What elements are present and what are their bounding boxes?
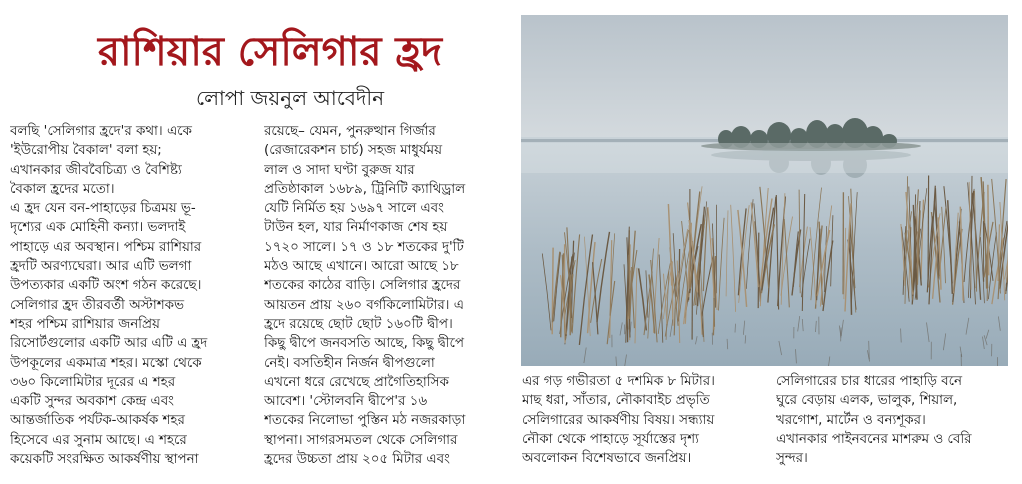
article-text-line: ৩৬০ কিলোমিটার দূরের এ শহর <box>10 374 176 390</box>
article-column-4 <box>776 372 1016 468</box>
article-text-line: সেলিগারের আকর্ষণীয় বিষয়। সন্ধ্যায় <box>522 412 715 428</box>
article-text-line: একটি সুন্দর অবকাশ কেন্দ্র এবং <box>10 394 174 410</box>
article-text-line: হ্রদটি অরণ্যঘেরা। আর এটি ভলগা <box>10 259 192 275</box>
article-text-line: কিছু দ্বীপে জনবসতি আছে, কিছু দ্বীপে <box>264 336 464 352</box>
lake-photo-illustration <box>521 15 1008 366</box>
article-text-line: (রেজারেকশন চার্চ) সহজ মাধুর্যময় <box>264 143 442 159</box>
article-text-line: যেটি নির্মিত হয় ১৬৯৭ সালে এবং <box>264 201 444 217</box>
article-text-line: নৌকা থেকে পাহাড়ে সূর্যাস্তের দৃশ্য <box>522 431 699 447</box>
article-text-line: এখনো ধরে রেখেছে প্রাগৈতিহাসিক <box>264 374 449 390</box>
article-text-line: প্রতিষ্ঠাকাল ১৬৮৯, ট্রিনিটি ক্যাথিড্রাল <box>264 181 466 197</box>
article-text-line: বৈকাল হ্রদের মতো। <box>10 181 115 197</box>
lake-landscape-photo <box>521 15 1008 366</box>
reed-stem <box>758 233 759 309</box>
article-text-line: আন্তর্জাতিক পর্যটক-আকর্ষক শহর <box>10 413 185 429</box>
article-text-line: স্থাপনা। সাগরসমতল থেকে সেলিগার <box>264 432 458 448</box>
article-text-line: এর গড় গভীরতা ৫ দশমিক ৮ মিটার। <box>522 374 715 389</box>
article-column-2 <box>264 122 514 469</box>
mist-layer <box>521 143 1008 173</box>
article-text-line: উপত্যকার একটি অংশ গঠন করেছে। <box>10 278 202 294</box>
article-text-line: লাল ও সাদা ঘণ্টা বুরুজ যার <box>264 162 415 178</box>
article-text-line: রয়েছে– যেমন, পুনরুত্থান গির্জার <box>264 124 436 139</box>
article-text-line: নেই। বসতিহীন নির্জন দ্বীপগুলো <box>264 355 435 371</box>
reed-stem <box>988 185 989 276</box>
article-text-line: এখানকার পাইনবনের মাশরুম ও বেরি <box>776 431 972 447</box>
article-text-line: আবেশ। 'স্টোলবনি দ্বীপে'র ১৬ <box>264 394 428 410</box>
article-text-line: রিসোর্টগুলোর একটি আর এটি এ হ্রদ <box>10 336 208 352</box>
article-text-line: শতকের কাঠের বাড়ি। সেলিগার হ্রদের <box>264 278 461 294</box>
article-text-line: এ হ্রদ যেন বন-পাহাড়ের চিত্রময় ভূ- <box>10 201 196 217</box>
article-column-1 <box>10 122 258 469</box>
article-text-line: শতকের নিলোভা পুস্তিন মঠ নজরকাড়া <box>264 413 466 429</box>
article-text-line: সেলিগার হ্রদ তীরবর্তী অস্টাশকভ <box>10 297 184 313</box>
article-text-line: 'ইউরোপীয় বৈকাল' বলা হয়; <box>10 143 162 159</box>
article-byline: লোপা জয়নুল আবেদীন <box>195 86 385 110</box>
article-text-line: বলছি 'সেলিগার হ্রদে'র কথা। একে <box>10 124 192 139</box>
article-text-line: উপকূলের একমাত্র শহর। মস্কো থেকে <box>10 355 202 371</box>
article-text-line: খরগোশ, মার্টেন ও বন্যশূকর। <box>776 412 926 428</box>
article-text-line: সেলিগারের চার ধারের পাহাড়ি বনে <box>776 374 962 389</box>
reed-stem <box>672 262 673 326</box>
article-text-line: হ্রদে রয়েছে ছোট ছোট ১৬০টি দ্বীপ। <box>264 316 453 332</box>
article-text-line: দৃশ্যের এক মোহিনী কন্যা। ভলদাই <box>10 220 186 236</box>
article-text-line: পাহাড়ে এর অবস্থান। পশ্চিম রাশিয়ার <box>10 239 202 255</box>
article-text-line: ঘুরে বেড়ায় এলক, ভালুক, শিয়াল, <box>776 393 958 409</box>
sky-area <box>521 15 1008 140</box>
article-text-line: হিসেবে এর সুনাম আছে। এ শহরে <box>10 432 187 448</box>
article-text-line: মঠও আছে এখানে। আরো আছে ১৮ <box>264 259 459 275</box>
article-text-line: মাছ ধরা, সাঁতার, নৌকাবাইচ প্রভৃতি <box>522 393 710 409</box>
article-text-line: সুন্দর। <box>776 451 808 467</box>
article-text-line: টাউন হল, যার নির্মাণকাজ শেষ হয় <box>264 220 448 236</box>
article-column-3 <box>522 372 770 468</box>
article-text-line: ১৭২০ সালে। ১৭ ও ১৮ শতকের দু'টি <box>264 239 464 255</box>
article-text-line: শহর পশ্চিম রাশিয়ার জনপ্রিয় <box>10 316 160 332</box>
article-text-line: অবলোকন বিশেষভাবে জনপ্রিয়। <box>522 451 692 467</box>
article-headline: রাশিয়ার সেলিগার হ্রদ <box>97 28 443 75</box>
article-text-line: হ্রদের উচ্চতা প্রায় ২০৫ মিটার এবং <box>264 452 450 468</box>
article-text-line: এখানকার জীববৈচিত্র্য ও বৈশিষ্ট্য <box>10 162 182 178</box>
article-text-line: আয়তন প্রায় ২৬০ বর্গকিলোমিটার। এ <box>264 297 464 313</box>
article-text-line: কয়েকটি সংরক্ষিত আকর্ষণীয় স্থাপনা <box>10 452 199 468</box>
reed-reflection <box>735 324 736 333</box>
